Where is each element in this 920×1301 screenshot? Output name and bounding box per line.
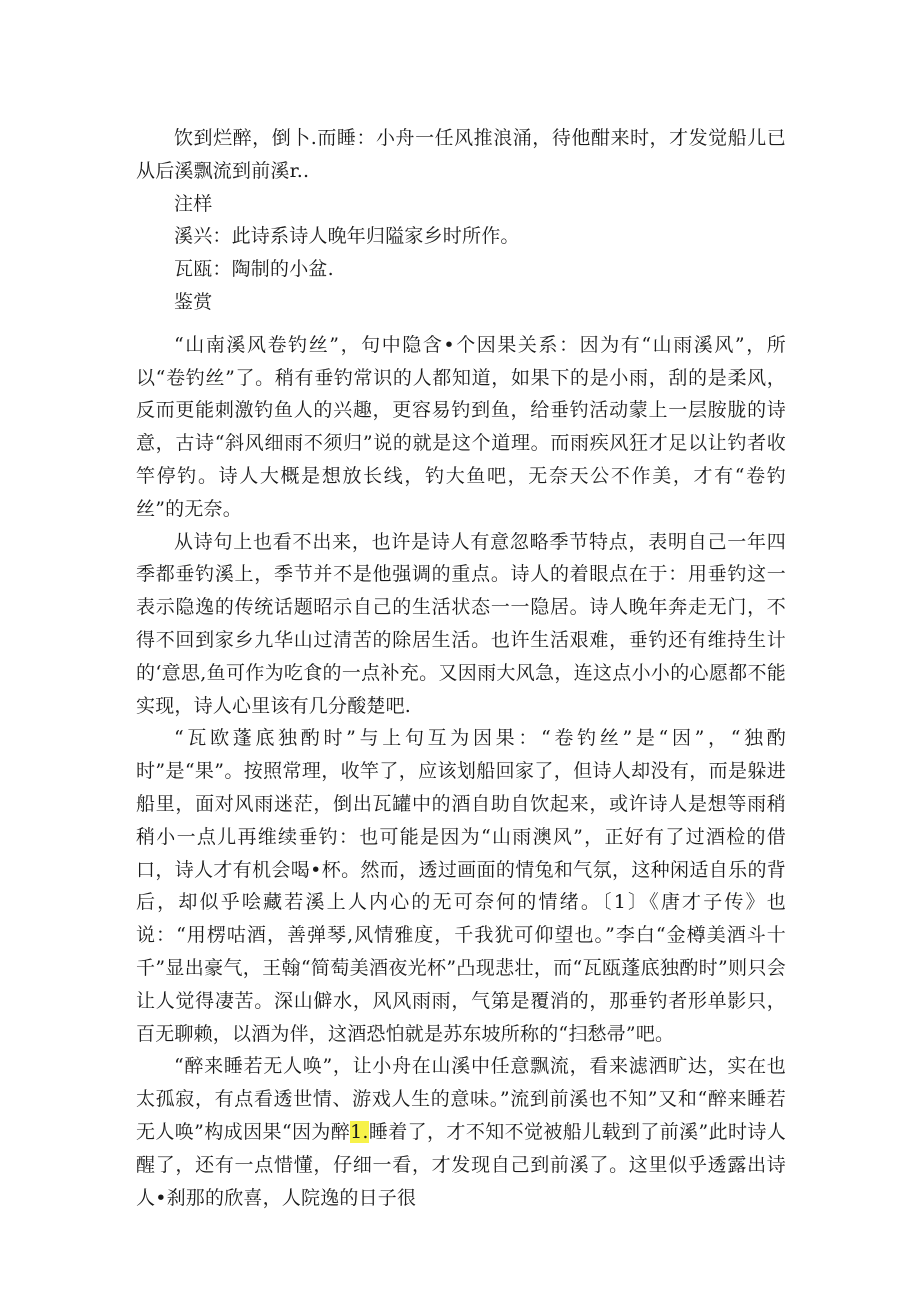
highlighted-text: 1.: [350, 1120, 369, 1143]
paragraph-appreciation-1: “山南溪风卷钓丝”，句中隐含•个因果关系：因为有“山雨溪风”，所以“卷钓丝”了。稍有垂钓常识的人都知道，如果下的是小雨，刮的是柔风，反而更能刺激钓鱼人的兴趣，更容易钓到鱼，给垂钓活动蒙上一层胺胧的诗意，古诗“斜风细雨不须归”说的就是这个道理。而雨疾风狂才足以让钓者收竿停钓。诗人大概是想放长线，钓大鱼吧，无奈天公不作美，才有“卷钓丝”的无奈。: [136, 333, 786, 520]
paragraph-text-after-highlight: 睡着了，才不知不觉被船儿载到了前溪”此时诗人醒了，还有一点惜懂，仔细一看，才发现自己到前溪了。这里似乎透露出诗人•刹那的欣喜，人院逸的日子很: [136, 1120, 787, 1209]
paragraph-appreciation-4: [136, 1050, 786, 1214]
note-item-1: 溪兴：此诗系诗人晚年归隘家乡时所作。: [174, 225, 520, 248]
appreciation-heading: 鉴赏: [174, 290, 213, 313]
document-body: [136, 122, 786, 1214]
paragraph-text-before-highlight: “醉来睡若无人唤”，让小舟在山溪中任意飘流，看来滤洒旷达，实在也太孤寂，有点看透世情、游戏人生的意味。”流到前溪也不知”又和“醉来睡若无人唤”构成因果“因为醉: [136, 1055, 786, 1143]
note-item-2: 瓦瓯：陶制的小盆.: [174, 258, 334, 281]
paragraph-appreciation-2: 从诗句上也看不出来，也许是诗人有意忽略季节特点，表明自己一年四季都垂钓溪上，季节并不是他强调的重点。诗人的着眼点在于：用垂钓这一表示隐逸的传统话题昭示自己的生活状态一一隐居。诗人晚年奔走无门，不得不回到家乡九华山过清苦的除居生活。也许生活艰难，垂钓还有维持生计的‘意思,鱼可作为吃食的一点补充。又因雨大风急，连这点小小的心愿都不能实现，诗人心里该有几分酸楚吧.: [136, 530, 786, 717]
paragraph-appreciation-3: “瓦欧蓬底独酌时”与上句互为因果：“卷钓丝”是“因”，“独酌时”是“果”。按照常理，收竿了，应该划船回家了，但诗人却没有，而是躲进船里，面对风雨迷茫，倒出瓦罐中的酒自助自饮起来，或许诗人是想等雨稍稍小一点儿再维续垂钓：也可能是因为“山雨澳风”，正好有了过酒检的借口，诗人才有机会喝•杯。然而，透过画面的情兔和气氛，这种闲适自乐的背后，却似乎哙藏若溪上人内心的无可奈何的情绪。〔1〕《唐才子传》也说：“用楞咕酒，善弹琴,风情雅度，千我犹可仰望也。”李白“金樽美酒斗十千”显出豪气，王翰“简萄美酒夜光杯”凸现悲壮，而“瓦瓯蓬底独酌时”则只会让人觉得凄苦。深山僻水，风风雨雨，气第是覆消的，那垂钓者形单影只，百无聊赖，以酒为伴，这酒恐怕就是苏东坡所称的“扫愁帚”吧。: [136, 727, 786, 1045]
paragraph-intro: 饮到烂醉，倒卜.而睡：小舟一任风推浪涌，待他酣来时，才发觉船儿已从后溪飘流到前溪r..: [136, 127, 786, 182]
notes-heading: 注样: [174, 192, 213, 215]
